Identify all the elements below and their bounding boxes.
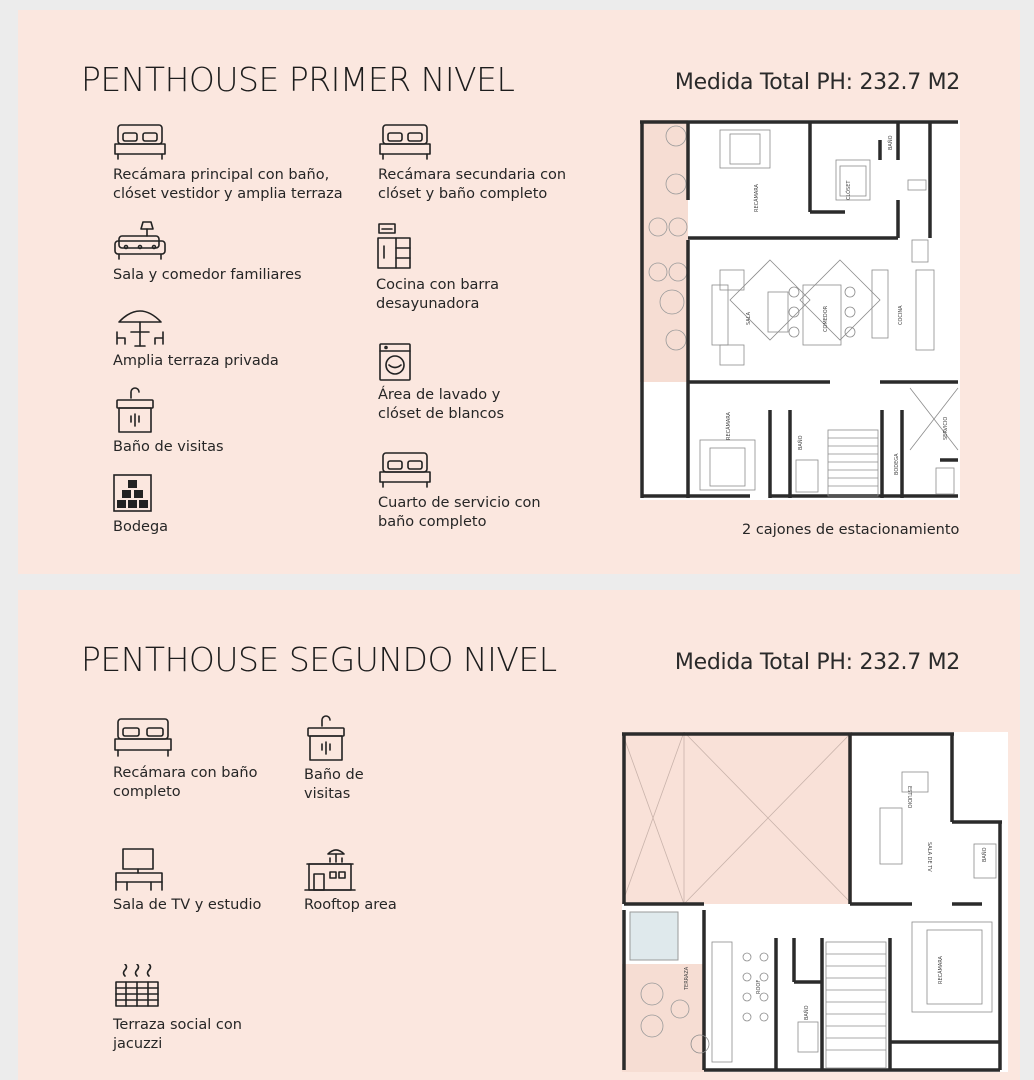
feature-label: Baño de visitas (113, 439, 224, 455)
sink-icon (113, 386, 159, 434)
feature-label: Recámara secundaria con clóset y baño completo (378, 167, 567, 202)
terrace-umbrella-icon (113, 302, 167, 348)
feature-label: Cuarto de servicio con baño completo (378, 495, 541, 530)
feature-guest-bath (304, 714, 364, 804)
feature-label: Recámara con baño completo (113, 765, 258, 800)
level1-panel (18, 10, 1020, 574)
feature-terrace (113, 302, 279, 371)
plan-label-bedroom: RECÁMARA (938, 956, 944, 984)
feature-label: Rooftop area (304, 897, 397, 913)
plan-label-roof: ROOF (756, 979, 762, 994)
boxes-icon (113, 474, 153, 514)
bed-icon (378, 450, 432, 490)
plan-label-tv-room: SALA DE TV (926, 842, 932, 872)
feature-master-bedroom (113, 122, 343, 204)
bed-icon (378, 122, 432, 162)
plan-label-bath-2: BAÑO (804, 1005, 810, 1020)
feature-bedroom (113, 716, 257, 802)
plan-label-bedroom: RECÁMARA (754, 184, 760, 212)
level1-floor-plan (640, 120, 960, 500)
feature-rooftop (304, 844, 397, 915)
sofa-lamp-icon (113, 220, 167, 262)
bed-icon (113, 716, 173, 760)
feature-living-dining (113, 220, 302, 285)
plan-label-dining: COMEDOR (823, 305, 829, 332)
feature-label: Cocina con barra desayunadora (376, 277, 499, 312)
sink-icon (304, 714, 350, 762)
plan-label-kitchen: COCINA (898, 305, 904, 325)
bed-icon (113, 122, 167, 162)
feature-service-room (378, 450, 541, 532)
plan-label-living: SALA (746, 311, 752, 325)
feature-guest-bath (113, 386, 224, 457)
kitchen-icon (376, 222, 412, 272)
plan-label-terrace: TERRAZA (684, 966, 690, 990)
feature-label: Bodega (113, 519, 169, 535)
feature-laundry (378, 342, 504, 424)
parking-caption: 2 cajones de estacionamiento (742, 522, 960, 538)
feature-label: Área de lavado y clóset de blancos (378, 387, 505, 422)
level2-panel (18, 590, 1020, 1080)
level1-title: PENTHOUSE PRIMER NIVEL (81, 60, 515, 99)
feature-second-bedroom (378, 122, 566, 204)
rooftop-icon (304, 844, 356, 892)
feature-label: Sala y comedor familiares (113, 267, 302, 283)
washing-machine-icon (378, 342, 414, 382)
jacuzzi-icon (113, 964, 161, 1012)
plan-label-bath: BAÑO (982, 847, 988, 862)
feature-label: Amplia terraza privada (113, 353, 279, 369)
level2-floor-plan (622, 732, 1008, 1072)
plan-label-bath: BAÑO (888, 135, 894, 150)
level2-title: PENTHOUSE SEGUNDO NIVEL (81, 640, 557, 679)
feature-storage (113, 474, 168, 537)
feature-tv-study (113, 846, 261, 915)
feature-label: Sala de TV y estudio (113, 897, 262, 913)
plan-label-bath-2: BAÑO (798, 435, 804, 450)
plan-label-service: SERVICIO (943, 416, 949, 440)
level2-measure: Medida Total PH: 232.7 M2 (674, 650, 960, 675)
level1-measure: Medida Total PH: 232.7 M2 (674, 70, 960, 95)
feature-label: Baño de visitas (304, 767, 364, 802)
plan-label-study: ESTUDIO (906, 786, 912, 809)
plan-label-closet: CLÓSET (846, 180, 852, 200)
tv-icon (113, 846, 165, 892)
feature-label: Terraza social con jacuzzi (113, 1017, 242, 1052)
feature-jacuzzi (113, 964, 242, 1054)
plan-label-storage: BODEGA (894, 453, 900, 475)
plan-label-bedroom-2: RECÁMARA (726, 412, 732, 440)
feature-kitchen (376, 222, 499, 314)
feature-label: Recámara principal con baño, clóset vestidor y amplia terraza (113, 167, 343, 202)
